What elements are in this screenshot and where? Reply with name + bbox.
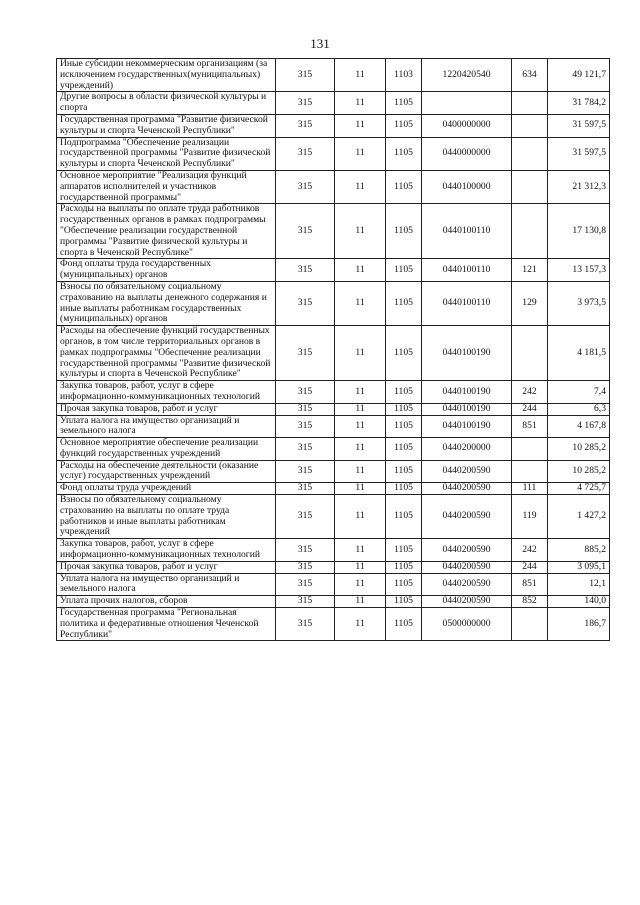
row-pr: 1105 <box>386 92 422 115</box>
table-row <box>57 573 610 596</box>
row-pr: 1105 <box>386 483 422 495</box>
row-sum: 10 285,2 <box>548 438 610 461</box>
row-rz: 11 <box>335 204 386 259</box>
row-ved: 315 <box>276 403 335 415</box>
row-ved: 315 <box>276 539 335 562</box>
table-row <box>57 608 610 641</box>
row-vr: 634 <box>512 59 548 92</box>
table-row <box>57 92 610 115</box>
row-ved: 315 <box>276 92 335 115</box>
row-csr: 0440100190 <box>422 403 512 415</box>
table-row <box>57 114 610 137</box>
row-name: Уплата прочих налогов, сборов <box>57 596 276 608</box>
row-vr: 111 <box>512 483 548 495</box>
row-vr: 851 <box>512 415 548 438</box>
row-ved: 315 <box>276 114 335 137</box>
row-sum: 31 784,2 <box>548 92 610 115</box>
row-sum: 1 427,2 <box>548 495 610 539</box>
row-csr: 0440200590 <box>422 596 512 608</box>
row-pr: 1105 <box>386 114 422 137</box>
row-pr: 1105 <box>386 281 422 325</box>
row-name: Другие вопросы в области физической культуры и спорта <box>57 92 276 115</box>
row-pr: 1105 <box>386 204 422 259</box>
row-ved: 315 <box>276 170 335 203</box>
row-name: Государственная программа "Развитие физической культуры и спорта Чеченской Республики" <box>57 114 276 137</box>
row-csr: 0440000000 <box>422 137 512 170</box>
row-csr: 0440200590 <box>422 460 512 483</box>
row-csr: 0440100110 <box>422 259 512 282</box>
row-vr: 119 <box>512 495 548 539</box>
row-rz: 11 <box>335 460 386 483</box>
row-csr: 0440200590 <box>422 495 512 539</box>
row-sum: 10 285,2 <box>548 460 610 483</box>
row-pr: 1105 <box>386 259 422 282</box>
row-name: Закупка товаров, работ, услуг в сфере информационно-коммуникационных технологий <box>57 539 276 562</box>
row-sum: 4 725,7 <box>548 483 610 495</box>
row-sum: 885,2 <box>548 539 610 562</box>
row-csr: 0440200590 <box>422 573 512 596</box>
row-csr: 0440200000 <box>422 438 512 461</box>
table-row <box>57 326 610 381</box>
row-sum: 7,4 <box>548 381 610 404</box>
row-name: Расходы на обеспечение функций государственных органов, в том числе территориальных органов в рамках подпрограммы "Обеспечение реализации государственной программы "Развитие физической культуры и спорта в Чеченской Республике" <box>57 326 276 381</box>
row-rz: 11 <box>335 573 386 596</box>
row-pr: 1105 <box>386 460 422 483</box>
row-name: Уплата налога на имущество организаций и земельного налога <box>57 415 276 438</box>
row-name: Иные субсидии некоммерческим организациям (за исключением государственных(муниципальных) учреждений) <box>57 59 276 92</box>
row-name: Прочая закупка товаров, работ и услуг <box>57 561 276 573</box>
row-ved: 315 <box>276 460 335 483</box>
row-ved: 315 <box>276 573 335 596</box>
row-csr: 0440100190 <box>422 326 512 381</box>
row-name: Основное мероприятие обеспечение реализации функций государственных учреждений <box>57 438 276 461</box>
row-vr <box>512 438 548 461</box>
table-row <box>57 59 610 92</box>
row-pr: 1105 <box>386 381 422 404</box>
table-row <box>57 259 610 282</box>
table-row <box>57 403 610 415</box>
row-sum: 17 130,8 <box>548 204 610 259</box>
row-pr: 1105 <box>386 596 422 608</box>
row-name: Фонд оплаты труда учреждений <box>57 483 276 495</box>
row-csr: 0440200590 <box>422 561 512 573</box>
row-rz: 11 <box>335 495 386 539</box>
row-rz: 11 <box>335 561 386 573</box>
row-pr: 1105 <box>386 495 422 539</box>
budget-table <box>56 58 610 641</box>
row-ved: 315 <box>276 495 335 539</box>
row-vr: 244 <box>512 561 548 573</box>
row-rz: 11 <box>335 59 386 92</box>
row-pr: 1105 <box>386 561 422 573</box>
row-vr: 242 <box>512 381 548 404</box>
row-vr <box>512 608 548 641</box>
row-csr: 1220420540 <box>422 59 512 92</box>
row-pr: 1105 <box>386 608 422 641</box>
row-csr: 0440200590 <box>422 539 512 562</box>
row-pr: 1105 <box>386 170 422 203</box>
row-sum: 21 312,3 <box>548 170 610 203</box>
row-rz: 11 <box>335 438 386 461</box>
table-row <box>57 596 610 608</box>
row-name: Взносы по обязательному социальному страхованию на выплаты по оплате труда работников и иные выплаты работникам учреждений <box>57 495 276 539</box>
row-ved: 315 <box>276 561 335 573</box>
row-name: Взносы по обязательному социальному страхованию на выплаты денежного содержания и иные выплаты работникам государственных (муниципальных) органов <box>57 281 276 325</box>
table-row <box>57 204 610 259</box>
table-row <box>57 495 610 539</box>
table-row <box>57 561 610 573</box>
row-name: Уплата налога на имущество организаций и земельного налога <box>57 573 276 596</box>
row-rz: 11 <box>335 539 386 562</box>
row-ved: 315 <box>276 326 335 381</box>
row-pr: 1105 <box>386 415 422 438</box>
row-rz: 11 <box>335 608 386 641</box>
row-vr <box>512 114 548 137</box>
row-sum: 4 181,5 <box>548 326 610 381</box>
row-rz: 11 <box>335 170 386 203</box>
row-ved: 315 <box>276 381 335 404</box>
row-csr: 0440100110 <box>422 281 512 325</box>
row-vr <box>512 460 548 483</box>
table-row <box>57 438 610 461</box>
row-ved: 315 <box>276 204 335 259</box>
row-vr: 244 <box>512 403 548 415</box>
table-row <box>57 381 610 404</box>
table-row <box>57 281 610 325</box>
row-name: Основное мероприятие "Реализация функций аппаратов исполнителей и участников государственной программы" <box>57 170 276 203</box>
row-rz: 11 <box>335 596 386 608</box>
row-pr: 1105 <box>386 573 422 596</box>
row-vr <box>512 326 548 381</box>
row-sum: 49 121,7 <box>548 59 610 92</box>
table-row <box>57 460 610 483</box>
row-ved: 315 <box>276 259 335 282</box>
row-vr <box>512 170 548 203</box>
row-csr: 0440100190 <box>422 381 512 404</box>
row-rz: 11 <box>335 137 386 170</box>
row-sum: 12,1 <box>548 573 610 596</box>
table-row <box>57 483 610 495</box>
row-name: Закупка товаров, работ, услуг в сфере информационно-коммуникационных технологий <box>57 381 276 404</box>
row-vr <box>512 204 548 259</box>
table-row <box>57 170 610 203</box>
row-rz: 11 <box>335 403 386 415</box>
row-rz: 11 <box>335 281 386 325</box>
row-ved: 315 <box>276 59 335 92</box>
row-csr: 0440200590 <box>422 483 512 495</box>
row-pr: 1105 <box>386 326 422 381</box>
row-csr: 0440100190 <box>422 415 512 438</box>
row-ved: 315 <box>276 415 335 438</box>
row-sum: 4 167,8 <box>548 415 610 438</box>
row-csr: 0500000000 <box>422 608 512 641</box>
row-csr <box>422 92 512 115</box>
row-sum: 13 157,3 <box>548 259 610 282</box>
row-ved: 315 <box>276 281 335 325</box>
row-vr <box>512 92 548 115</box>
row-sum: 31 597,5 <box>548 114 610 137</box>
row-pr: 1105 <box>386 539 422 562</box>
row-sum: 31 597,5 <box>548 137 610 170</box>
row-pr: 1105 <box>386 438 422 461</box>
row-ved: 315 <box>276 483 335 495</box>
row-name: Расходы на выплаты по оплате труда работников государственных органов в рамках подпрограммы "Обеспечение реализации государственной программы "Развитие физической культуры и спорта в Чеченской Республике" <box>57 204 276 259</box>
row-rz: 11 <box>335 483 386 495</box>
row-vr: 852 <box>512 596 548 608</box>
row-rz: 11 <box>335 415 386 438</box>
row-sum: 6,3 <box>548 403 610 415</box>
row-sum: 3 095,1 <box>548 561 610 573</box>
row-vr: 242 <box>512 539 548 562</box>
row-pr: 1105 <box>386 403 422 415</box>
row-name: Государственная программа "Региональная политика и федеративные отношения Чеченской Республики" <box>57 608 276 641</box>
row-rz: 11 <box>335 92 386 115</box>
row-ved: 315 <box>276 596 335 608</box>
row-vr: 121 <box>512 259 548 282</box>
row-ved: 315 <box>276 137 335 170</box>
row-pr: 1103 <box>386 59 422 92</box>
row-csr: 0400000000 <box>422 114 512 137</box>
row-sum: 186,7 <box>548 608 610 641</box>
table-row <box>57 137 610 170</box>
row-vr <box>512 137 548 170</box>
row-name: Прочая закупка товаров, работ и услуг <box>57 403 276 415</box>
row-rz: 11 <box>335 326 386 381</box>
row-ved: 315 <box>276 608 335 641</box>
row-name: Расходы на обеспечение деятельности (оказание услуг) государственных учреждений <box>57 460 276 483</box>
row-csr: 0440100000 <box>422 170 512 203</box>
row-rz: 11 <box>335 381 386 404</box>
row-csr: 0440100110 <box>422 204 512 259</box>
table-row <box>57 539 610 562</box>
row-vr: 129 <box>512 281 548 325</box>
row-vr: 851 <box>512 573 548 596</box>
page-number: 131 <box>310 36 330 51</box>
row-sum: 140,0 <box>548 596 610 608</box>
row-rz: 11 <box>335 259 386 282</box>
row-name: Подпрограмма "Обеспечение реализации государственной программы "Развитие физической культуры и спорта Чеченской Республики" <box>57 137 276 170</box>
row-pr: 1105 <box>386 137 422 170</box>
row-ved: 315 <box>276 438 335 461</box>
row-rz: 11 <box>335 114 386 137</box>
row-sum: 3 973,5 <box>548 281 610 325</box>
table-row <box>57 415 610 438</box>
row-name: Фонд оплаты труда государственных (муниципальных) органов <box>57 259 276 282</box>
